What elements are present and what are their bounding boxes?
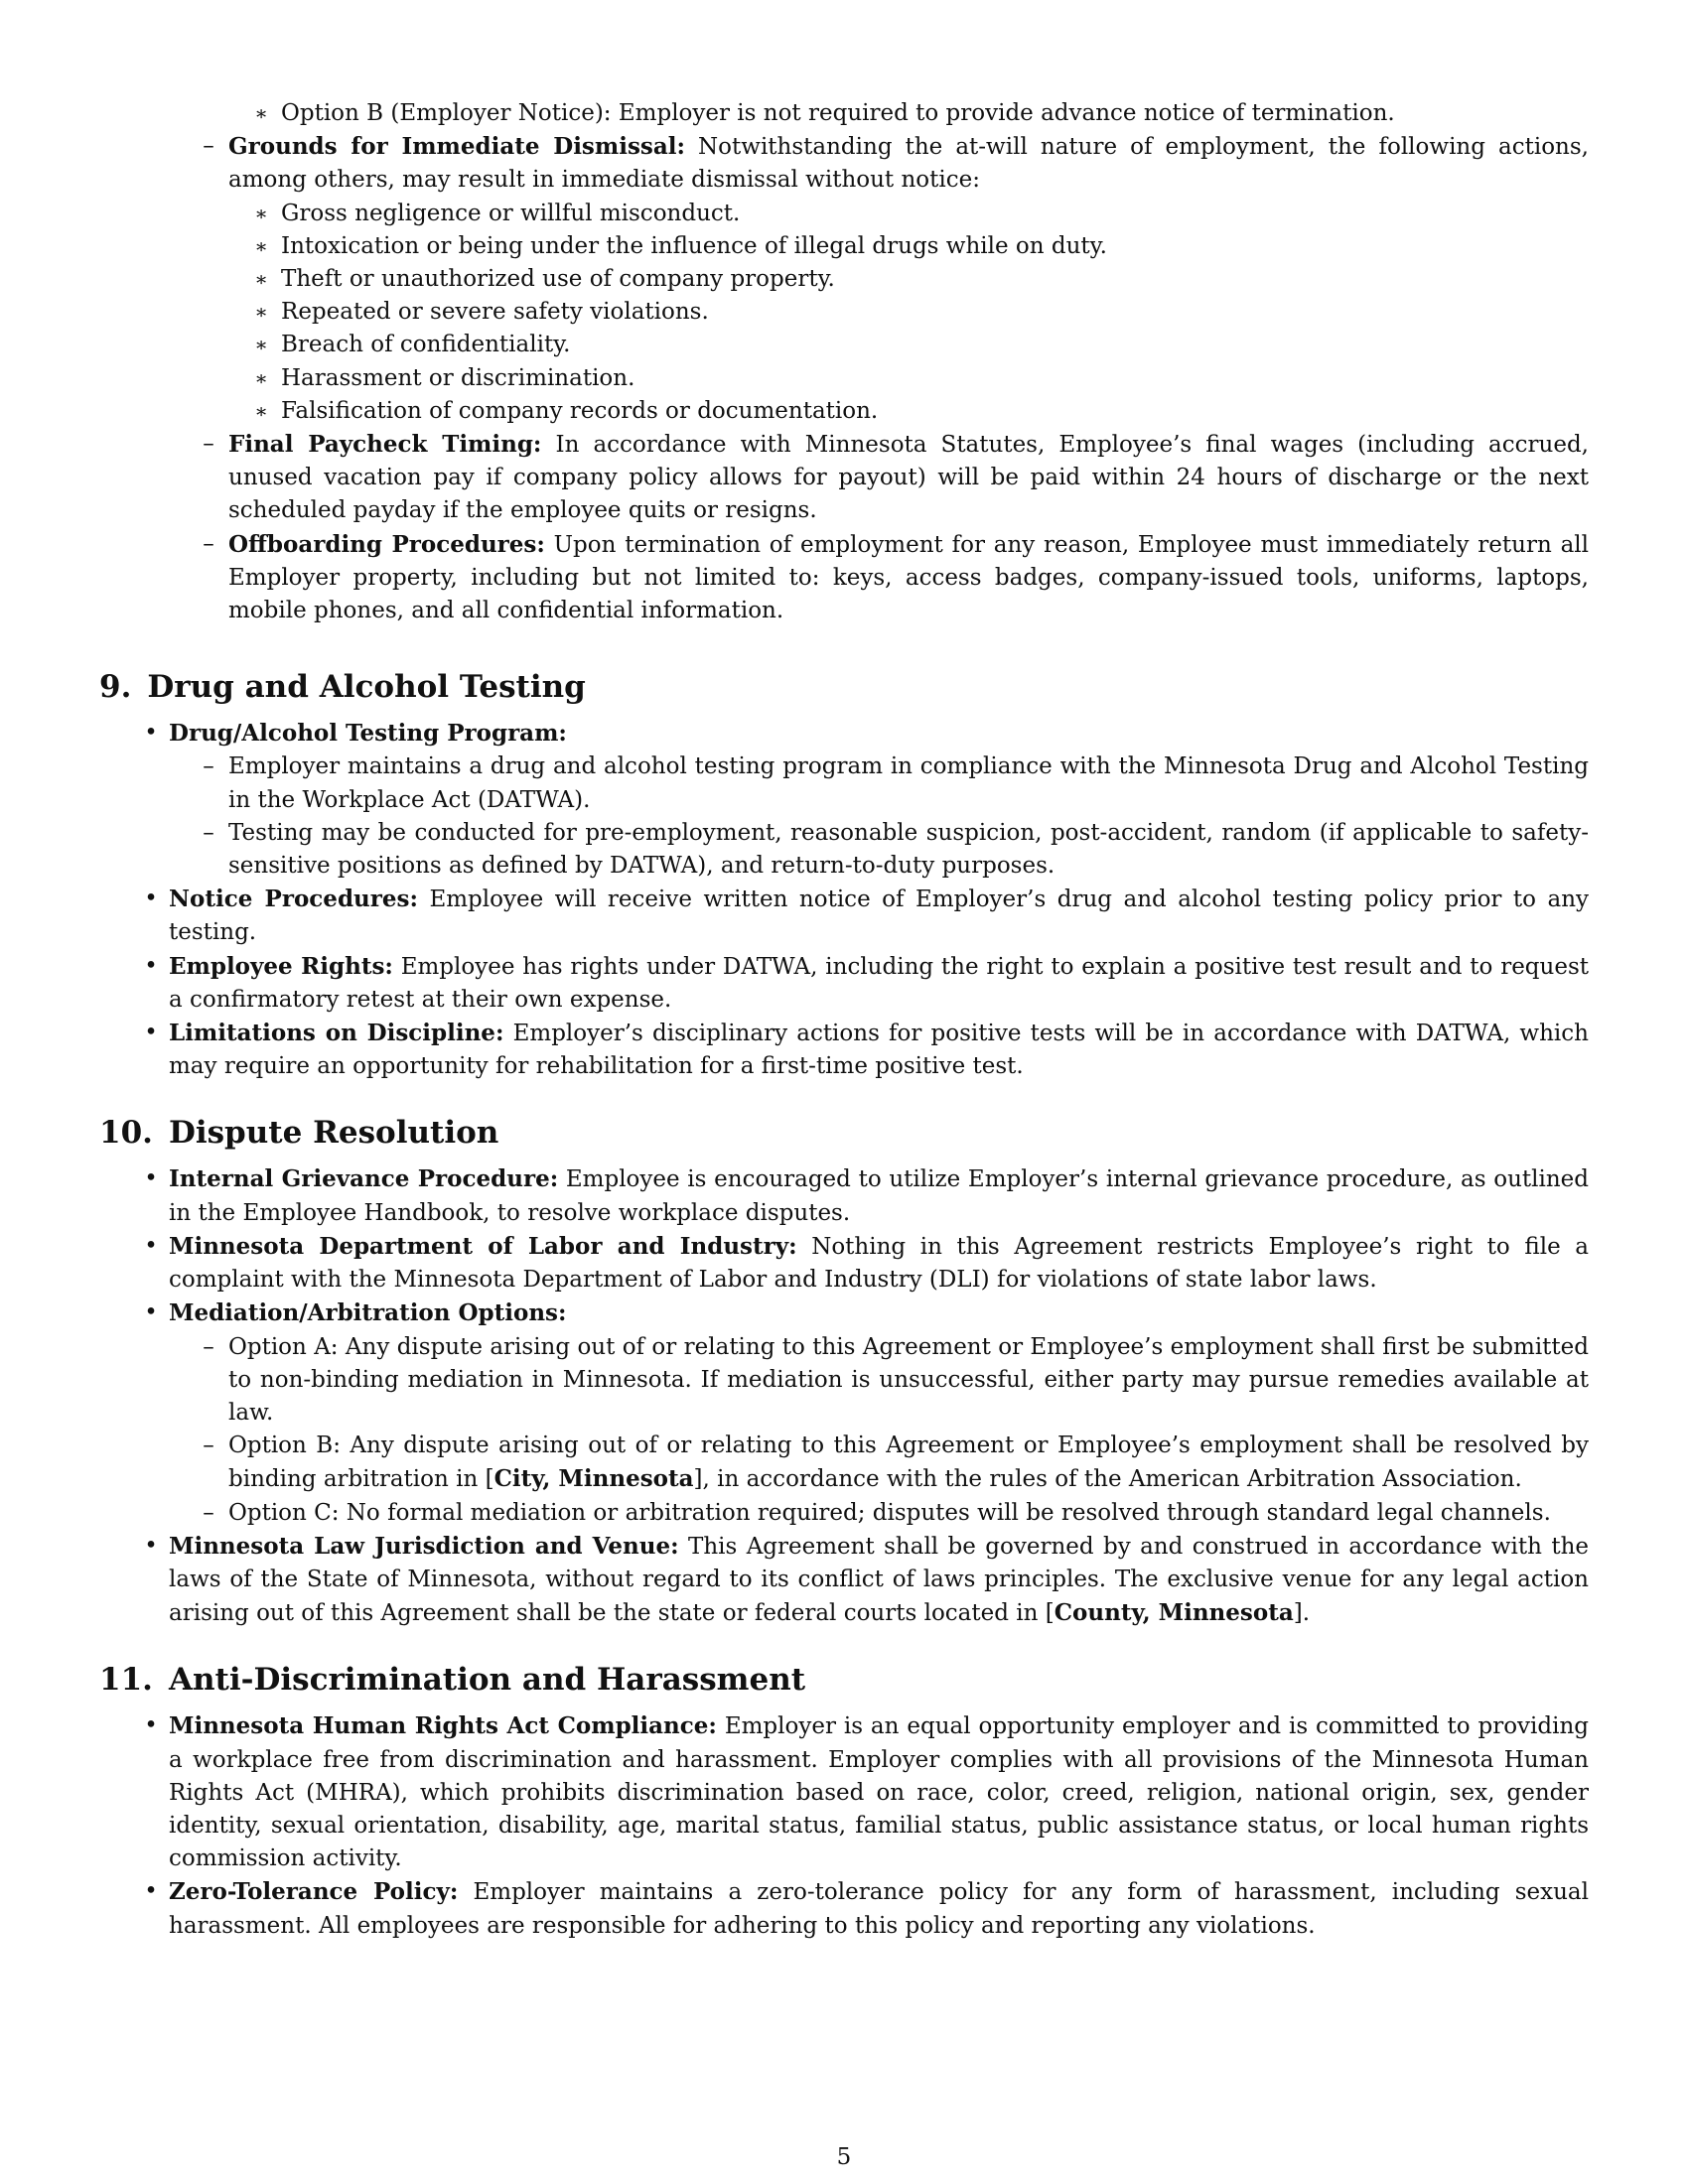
- section-11-title: Anti-Discrimination and Harassment: [168, 1662, 806, 1699]
- star-marker: ∗: [254, 300, 268, 325]
- final-paycheck-label: Final Paycheck Timing:: [228, 431, 542, 459]
- list-item-dli: [144, 1230, 1590, 1297]
- section-10-number: 10.: [99, 1115, 153, 1152]
- option-b-text: Option B: Any dispute arising out of or relating to this Agreement or Employee’s employment shall be resolved by binding arbitration in [: [228, 1433, 1589, 1493]
- testing-program-item: Testing may be conducted for pre-employment, reasonable suspicion, post-accident, random (if applicable to safety-sensitive positions as defined by DATWA), and return-to-duty purposes.: [228, 819, 1589, 880]
- dli-label: Minnesota Department of Labor and Industry:: [169, 1232, 797, 1260]
- list-item-grievance: [144, 1162, 1589, 1229]
- dli-text: Nothing in this Agreement restricts Employee’s right to file a complaint with the Minnesota Department of Labor and Industry (DLI) for violations of state labor laws.: [169, 1233, 1590, 1294]
- list-item: [254, 329, 1589, 361]
- section-10-title: Dispute Resolution: [168, 1115, 499, 1152]
- grounds-item: Harassment or discrimination.: [281, 364, 635, 391]
- list-item: [254, 395, 1589, 428]
- page-number: 5: [836, 2144, 852, 2170]
- jurisdiction-text-end: ].: [1293, 1600, 1311, 1627]
- dash-marker: –: [203, 1333, 214, 1360]
- list-item: [254, 97, 1589, 130]
- grounds-text: Notwithstanding the at-will nature of employment, the following actions, among others, may result in immediate dismissal without notice:: [228, 134, 1589, 194]
- list-item-jurisdiction: [144, 1530, 1589, 1631]
- grounds-item: Intoxication or being under the influence of illegal drugs while on duty.: [281, 232, 1107, 259]
- bullet-marker: •: [144, 1165, 158, 1192]
- list-item: [203, 751, 1589, 816]
- section-11-number: 11.: [99, 1662, 153, 1699]
- bullet-marker: •: [144, 952, 158, 979]
- section-9-heading: [99, 667, 1589, 707]
- grievance-label: Internal Grievance Procedure:: [169, 1165, 559, 1193]
- bullet-marker: •: [144, 1712, 158, 1739]
- testing-program-label: Drug/Alcohol Testing Program:: [169, 720, 567, 748]
- list-item-grounds: [203, 130, 1589, 197]
- list-item: [254, 263, 1589, 296]
- mhra-label: Minnesota Human Rights Act Compliance:: [169, 1712, 717, 1740]
- grounds-label: Grounds for Immediate Dismissal:: [228, 133, 685, 161]
- rights-text: Employee has rights under DATWA, including the right to explain a positive test result and to request a confirmatory retest at their own expense.: [169, 953, 1589, 1013]
- offboarding-text: Upon termination of employment for any reason, Employee must immediately return all Employer property, including but not limited to: keys, access badges, company-issued tools, uniforms, laptops, mobile phones, and all confidential information.: [228, 531, 1589, 624]
- list-item-zero-tolerance: [144, 1875, 1589, 1942]
- option-b-notice-text: Option B (Employer Notice): Employer is not required to provide advance notice of termination.: [281, 100, 1395, 126]
- list-item-final-paycheck: [203, 428, 1589, 528]
- dash-marker: –: [203, 753, 214, 780]
- section-11-heading: [99, 1660, 1589, 1700]
- bullet-marker: •: [144, 1532, 158, 1559]
- final-paycheck-text: In accordance with Minnesota Statutes, Employee’s final wages (including accrued, unused vacation pay if company policy allows for payout) will be paid within 24 hours of discharge or the next scheduled payday if the employee quits or resigns.: [228, 432, 1589, 524]
- zero-tolerance-text: Employer maintains a zero-tolerance policy for any form of harassment, including sexual harassment. All employees are responsible for adhering to this policy and reporting any violations.: [169, 1879, 1589, 1939]
- mediation-label: Mediation/Arbitration Options:: [169, 1299, 567, 1327]
- option-b-city: City, Minnesota: [493, 1465, 694, 1493]
- page-content: [99, 97, 1589, 1943]
- star-marker: ∗: [254, 201, 268, 225]
- dash-marker: –: [203, 133, 214, 160]
- grounds-item: Breach of confidentiality.: [281, 332, 571, 358]
- section-9-number: 9.: [99, 669, 132, 706]
- dash-marker: –: [203, 1499, 214, 1526]
- list-item: [254, 362, 1589, 395]
- list-item: [254, 198, 1589, 230]
- section-9-title: Drug and Alcohol Testing: [147, 669, 586, 706]
- list-item-employee-rights: [144, 950, 1589, 1017]
- list-item-mhra: [144, 1709, 1590, 1875]
- bullet-marker: •: [144, 1878, 158, 1905]
- list-item-option-b: [203, 1430, 1589, 1496]
- list-item-mediation: [144, 1297, 1589, 1330]
- testing-program-item: Employer maintains a drug and alcohol testing program in compliance with the Minnesota Drug and Alcohol Testing in the Workplace Act (DATWA).: [228, 753, 1589, 813]
- bullet-marker: •: [144, 720, 158, 747]
- jurisdiction-county: County, Minnesota: [1054, 1599, 1294, 1627]
- list-item-option-c: [203, 1497, 1589, 1530]
- grounds-item: Gross negligence or willful misconduct.: [281, 200, 741, 226]
- section-10-heading: [99, 1113, 1589, 1153]
- bullet-marker: •: [144, 1232, 158, 1259]
- star-marker: ∗: [254, 333, 268, 357]
- mhra-text: Employer is an equal opportunity employer and is committed to providing a workplace free from discrimination and harassment. Employer complies with all provisions of the Minnesota Human Rights Act (MHRA), which prohibits discrimination based on race, color, creed, religion, national origin, sex, gender identity, sexual orientation, disability, age, marital status, familial status, public assistance status, or local human rights commission activity.: [169, 1713, 1590, 1872]
- jurisdiction-label: Minnesota Law Jurisdiction and Venue:: [169, 1532, 679, 1560]
- grievance-text: Employee is encouraged to utilize Employer’s internal grievance procedure, as outlined in the Employee Handbook, to resolve workplace disputes.: [169, 1166, 1589, 1226]
- option-a-text: Option A: Any dispute arising out of or relating to this Agreement or Employee’s employment shall first be submitted to non-binding mediation in Minnesota. If mediation is unsuccessful, either party may pursue remedies available at law.: [228, 1333, 1589, 1426]
- limitations-text: Employer’s disciplinary actions for positive tests will be in accordance with DATWA, which may require an opportunity for rehabilitation for a first-time positive test.: [169, 1021, 1589, 1080]
- jurisdiction-text: This Agreement shall be governed by and construed in accordance with the laws of the State of Minnesota, without regard to its conflict of laws principles. The exclusive venue for any legal action arising out of this Agreement shall be the state or federal courts located in [: [169, 1533, 1589, 1627]
- option-c-text: Option C: No formal mediation or arbitration required; disputes will be resolved through standard legal channels.: [228, 1499, 1551, 1526]
- list-item: [203, 817, 1589, 883]
- notice-text: Employee will receive written notice of Employer’s drug and alcohol testing policy prior to any testing.: [169, 887, 1590, 946]
- zero-tolerance-label: Zero-Tolerance Policy:: [169, 1878, 459, 1906]
- dash-marker: –: [203, 1433, 214, 1459]
- bullet-marker: •: [144, 886, 158, 912]
- rights-label: Employee Rights:: [169, 952, 393, 980]
- limitations-label: Limitations on Discipline:: [169, 1020, 504, 1047]
- list-item-limitations: [144, 1017, 1589, 1083]
- list-item: [254, 296, 1589, 329]
- star-marker: ∗: [254, 101, 268, 125]
- dash-marker: –: [203, 819, 214, 846]
- star-marker: ∗: [254, 267, 268, 292]
- list-item-testing-program: [144, 717, 1589, 751]
- star-marker: ∗: [254, 365, 268, 390]
- notice-label: Notice Procedures:: [169, 886, 418, 913]
- option-b-text-end: ], in accordance with the rules of the American Arbitration Association.: [693, 1466, 1522, 1493]
- list-item-offboarding: [203, 528, 1589, 628]
- offboarding-label: Offboarding Procedures:: [228, 530, 545, 558]
- bullet-marker: •: [144, 1020, 158, 1046]
- list-item: [254, 230, 1589, 263]
- dash-marker: –: [203, 530, 214, 557]
- grounds-item: Falsification of company records or documentation.: [281, 397, 879, 424]
- grounds-item: Repeated or severe safety violations.: [281, 299, 709, 326]
- dash-marker: –: [203, 431, 214, 458]
- bullet-marker: •: [144, 1299, 158, 1326]
- grounds-item: Theft or unauthorized use of company property.: [281, 266, 835, 293]
- star-marker: ∗: [254, 398, 268, 423]
- list-item-notice-procedures: [144, 883, 1590, 949]
- star-marker: ∗: [254, 233, 268, 258]
- list-item-option-a: [203, 1331, 1589, 1431]
